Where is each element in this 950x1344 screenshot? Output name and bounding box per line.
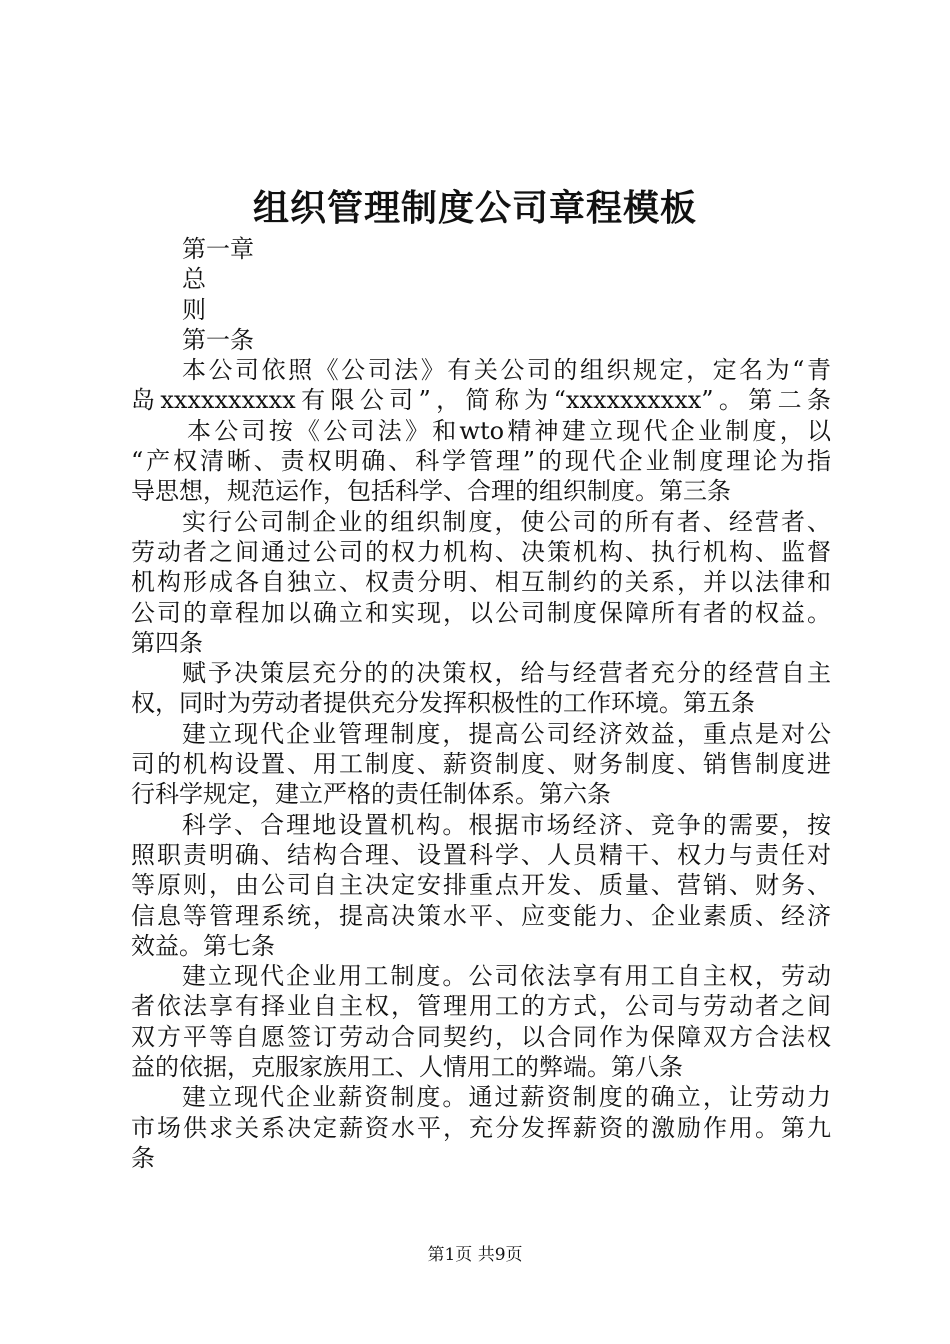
text-line: 等原则，由公司自主决定安排重点开发、质量、营销、财务、	[131, 871, 831, 900]
text-line: 岛xxxxxxxxxx有限公司”，简称为“xxxxxxxxxx”。第二条	[131, 386, 831, 415]
chapter-heading-part: 则	[182, 295, 206, 324]
text-line: 效益。第七条	[131, 931, 275, 960]
text-line: 实行公司制企业的组织制度，使公司的所有者、经营者、	[182, 507, 831, 536]
text-line: 第四条	[131, 628, 203, 657]
text-line: 建立现代企业用工制度。公司依法享有用工自主权，劳动	[182, 962, 831, 991]
text-line: 科学、合理地设置机构。根据市场经济、竞争的需要，按	[182, 810, 831, 839]
text-line: 权，同时为劳动者提供充分发挥积极性的工作环境。第五条	[131, 689, 755, 718]
text-line: 信息等管理系统，提高决策水平、应变能力、企业素质、经济	[131, 901, 831, 930]
text-line: 建立现代企业管理制度，提高公司经济效益，重点是对公	[182, 719, 831, 748]
text-line: 行科学规定，建立严格的责任制体系。第六条	[131, 780, 611, 809]
text-line: 者依法享有择业自主权，管理用工的方式，公司与劳动者之间	[131, 992, 831, 1021]
text-line: 公司的章程加以确立和实现，以公司制度保障所有者的权益。	[131, 598, 831, 627]
text-line: 双方平等自愿签订劳动合同契约，以合同作为保障双方合法权	[131, 1022, 831, 1051]
chapter-heading: 第一章	[182, 235, 254, 263]
text-line: 劳动者之间通过公司的权力机构、决策机构、执行机构、监督	[131, 537, 831, 566]
text-line: 赋予决策层充分的的决策权，给与经营者充分的经营自主	[182, 659, 831, 688]
chapter-heading-part: 总	[182, 265, 206, 294]
document-body	[131, 234, 831, 1173]
text-line: 条	[131, 1143, 155, 1172]
text-line: 照职责明确、结构合理、设置科学、人员精干、权力与责任对	[131, 840, 831, 869]
text-line: 导思想，规范运作，包括科学、合理的组织制度。第三条	[131, 477, 731, 506]
text-line: 市场供求关系决定薪资水平，充分发挥薪资的激励作用。第九	[131, 1113, 831, 1142]
text-line: 益的依据，克服家族用工、人情用工的弊端。第八条	[131, 1053, 683, 1082]
text-line: 本公司依照《公司法》有关公司的组织规定，定名为“青	[182, 356, 831, 385]
text-line: “产权清晰、责权明确、科学管理”的现代企业制度理论为指	[131, 447, 831, 476]
text-line: 建立现代企业薪资制度。通过薪资制度的确立，让劳动力	[182, 1083, 831, 1112]
text-line: 机构形成各自独立、权责分明、相互制约的关系，并以法律和	[131, 568, 831, 597]
article-heading: 第一条	[182, 325, 254, 354]
text-line: 本公司按《公司法》和wto精神建立现代企业制度，以	[187, 416, 831, 445]
document-title: 组织管理制度公司章程模板	[252, 187, 697, 229]
page-number-footer: 第1页 共9页	[427, 1245, 523, 1265]
text-line: 司的机构设置、用工制度、薪资制度、财务制度、销售制度进	[131, 750, 831, 779]
